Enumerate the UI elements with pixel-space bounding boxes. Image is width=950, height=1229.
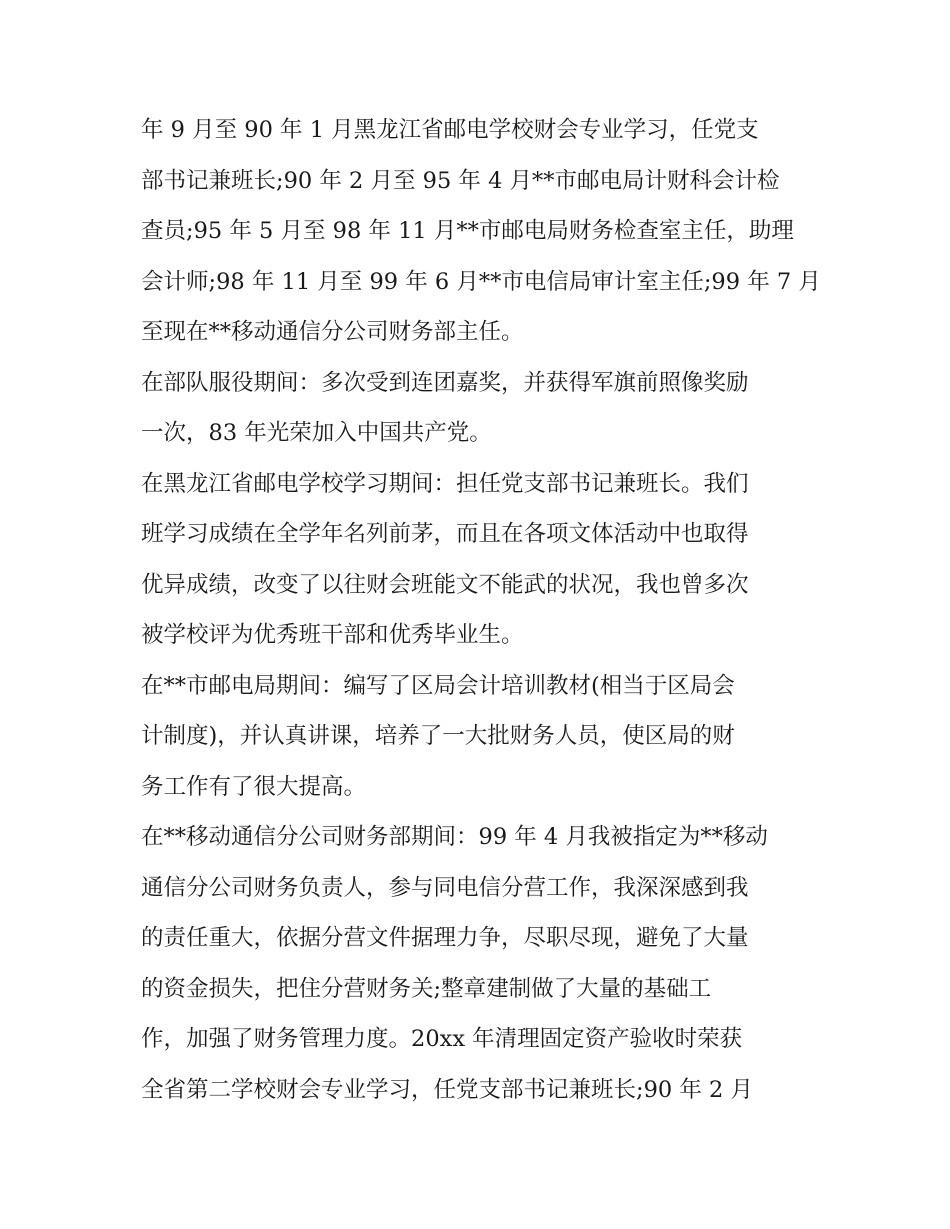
text-line: 班学习成绩在全学年名列前茅，而且在各项文体活动中也取得: [141, 521, 749, 547]
text-line: 在**市邮电局期间：编写了区局会计培训教材(相当于区局会: [141, 672, 735, 699]
text-line: 通信分公司财务负责人，参与同电信分营工作，我深深感到我: [141, 874, 749, 901]
text-line: 会计师;98 年 11 月至 99 年 6 月**市电信局审计室主任;99 年 7 月: [141, 268, 821, 295]
text-line: 作，加强了财务管理力度。20xx 年清理固定资产验收时荣获: [141, 1026, 743, 1052]
text-line: 一次，83 年光荣加入中国共产党。: [141, 420, 492, 446]
text-line: 查员;95 年 5 月至 98 年 11 月**市邮电局财务检查室主任，助理: [141, 218, 794, 244]
text-line: 优异成绩，改变了以往财会班能文不能武的状况，我也曾多次: [141, 571, 749, 598]
text-line: 计制度)，并认真讲课，培养了一大批财务人员，使区局的财: [141, 723, 735, 749]
text-line: 全省第二学校财会专业学习，任党支部书记兼班长;90 年 2 月: [141, 1076, 753, 1103]
text-line: 部书记兼班长;90 年 2 月至 95 年 4 月**市邮电局计财科会计检: [141, 167, 780, 194]
text-line: 的责任重大，依据分营文件据理力争，尽职尽现，避免了大量: [141, 925, 749, 951]
text-line: 至现在**移动通信分公司财务部主任。: [141, 319, 524, 345]
text-line: 在**移动通信分公司财务部期间：99 年 4 月我被指定为**移动: [141, 824, 768, 850]
text-line: 在部队服役期间：多次受到连团嘉奖，并获得军旗前照像奖励: [141, 369, 749, 396]
text-line: 在黑龙江省邮电学校学习期间：担任党支部书记兼班长。我们: [141, 470, 749, 497]
document-body: [141, 105, 821, 1115]
text-line: 的资金损失，把住分营财务关;整章建制做了大量的基础工: [141, 975, 712, 1002]
text-line: 被学校评为优秀班干部和优秀毕业生。: [141, 622, 524, 648]
text-line: 务工作有了很大提高。: [141, 773, 367, 800]
text-line: 年 9 月至 90 年 1 月黑龙江省邮电学校财会专业学习，任党支: [141, 117, 759, 143]
